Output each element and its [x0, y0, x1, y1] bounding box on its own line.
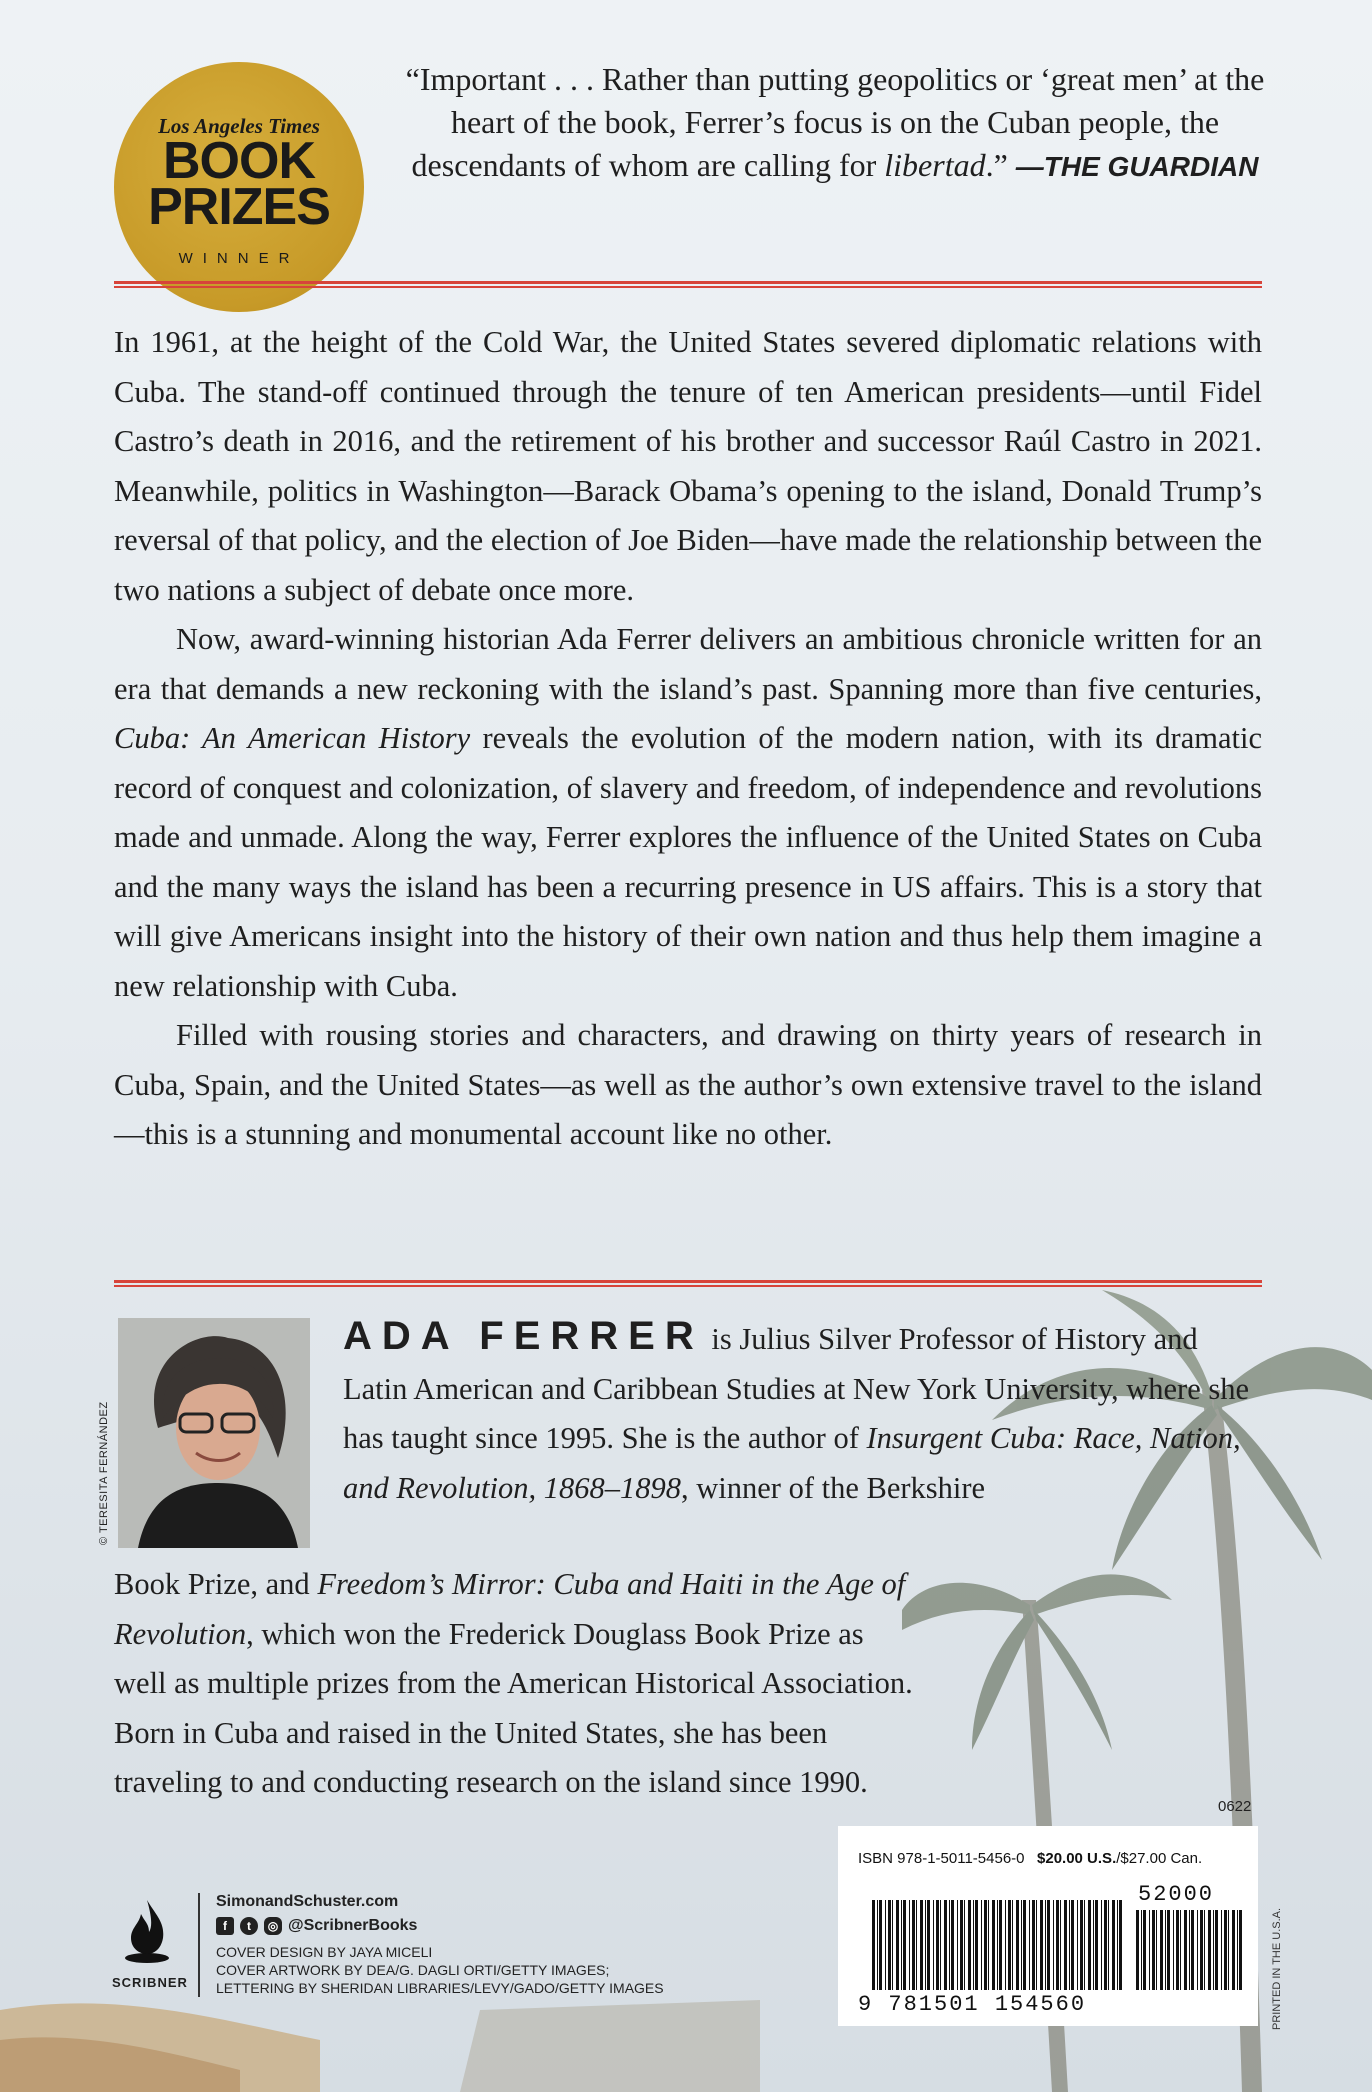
barcode-main	[872, 1900, 1122, 1990]
barcode-bar	[1173, 1910, 1174, 1990]
barcode-panel	[838, 1826, 1258, 2026]
barcode-bar	[957, 1900, 958, 1990]
barcode-bar	[1045, 1900, 1046, 1990]
barcode-bar	[1149, 1910, 1150, 1990]
barcode-bar	[960, 1900, 963, 1990]
barcode-bar	[949, 1900, 950, 1990]
barcode-bar	[997, 1900, 998, 1990]
price-us: $20.00 U.S.	[1037, 1850, 1117, 1867]
quote-emphasis: libertad	[884, 147, 986, 183]
quote-text: “Important . . . Rather than putting geopolitics or ‘great men’ at the heart of the book, Ferrer’s focus is on the Cuban people, the descendants of whom are calling for	[405, 61, 1265, 183]
barcode-bar	[1156, 1910, 1157, 1990]
barcode-bar	[1204, 1910, 1205, 1990]
barcode-bar	[885, 1900, 886, 1990]
barcode-bar	[1069, 1900, 1070, 1990]
barcode-addon	[1136, 1910, 1244, 1990]
barcode-digits: 9 781501 154560	[858, 1992, 1087, 2017]
barcode-bar	[916, 1900, 917, 1990]
barcode-bar	[877, 1900, 878, 1990]
barcode-bar	[1084, 1900, 1085, 1990]
barcode-bar	[1117, 1900, 1118, 1990]
barcode-bar	[1197, 1910, 1198, 1990]
divider-rule-bottom	[114, 1280, 1262, 1287]
barcode-bar	[973, 1900, 974, 1990]
barcode-bar	[920, 1900, 923, 1990]
barcode-bar	[964, 1900, 965, 1990]
publisher-website[interactable]: SimonandSchuster.com	[216, 1893, 399, 1910]
barcode-bar	[1143, 1910, 1146, 1990]
barcode-bar	[1040, 1900, 1043, 1990]
barcode-bar	[975, 1900, 978, 1990]
barcode-bar	[1032, 1900, 1035, 1990]
barcode-bar	[999, 1900, 1002, 1990]
barcode-bar	[927, 1900, 930, 1990]
quote-source: —THE GUARDIAN	[1015, 151, 1259, 182]
photo-credit: © TERESITA FERNÁNDEZ	[98, 1401, 110, 1545]
barcode-bar	[1012, 1900, 1013, 1990]
facebook-icon[interactable]: f	[216, 1917, 234, 1935]
bio-text-b: , winner of the Berkshire	[681, 1470, 986, 1505]
barcode-bar	[968, 1900, 971, 1990]
barcode-bar	[1191, 1910, 1194, 1990]
barcode-bar	[901, 1900, 902, 1990]
barcode-bar	[892, 1900, 893, 1990]
barcode-bar	[896, 1900, 899, 1990]
barcode-bar	[1080, 1900, 1083, 1990]
barcode-bar	[981, 1900, 982, 1990]
barcode-bar	[1165, 1910, 1166, 1990]
barcode-bar	[1056, 1900, 1059, 1990]
barcode-bar	[933, 1900, 934, 1990]
barcode-bar	[988, 1900, 989, 1990]
seal-title-line1: BOOK	[163, 132, 315, 190]
divider-rule-top	[114, 281, 1262, 288]
seal-publisher: Los Angeles Times	[158, 114, 320, 138]
bio-text-a: is Julius Silver Professor of History and Latin American and Caribbean Studies at New York University, where she has taught since 1995. She is the author of	[343, 1322, 1250, 1455]
barcode-bar	[912, 1900, 915, 1990]
twitter-icon[interactable]: t	[240, 1917, 258, 1935]
isbn-number: ISBN 978-1-5011-5456-0	[858, 1850, 1025, 1867]
bio-book-title-2: Freedom’s Mirror: Cuba and Haiti in the Age of Revolution	[114, 1567, 906, 1651]
author-photo	[118, 1318, 310, 1548]
barcode-bar	[1071, 1900, 1074, 1990]
author-bio-lower	[114, 1560, 914, 1808]
barcode-bar	[1021, 1900, 1022, 1990]
scribner-flame-icon	[119, 1898, 175, 1964]
barcode-bar	[1093, 1900, 1094, 1990]
barcode-bar	[1095, 1900, 1098, 1990]
barcode-bar	[1221, 1910, 1222, 1990]
book-description	[114, 318, 1262, 1160]
author-name: ADA FERRER	[343, 1314, 704, 1358]
barcode-bar	[1101, 1900, 1102, 1990]
description-paragraph-2	[114, 615, 1262, 1011]
p2-text-a: Now, award-winning historian Ada Ferrer delivers an ambitious chronicle written for an era that demands a new reckoning with the island’s past. Spanning more than five centuries,	[114, 622, 1262, 706]
barcode-bar	[1112, 1900, 1115, 1990]
author-portrait-icon	[118, 1318, 310, 1548]
bio-text-c: Book Prize, and	[114, 1567, 318, 1601]
barcode-bar	[1208, 1910, 1211, 1990]
publisher-info	[198, 1893, 696, 1997]
barcode-bar	[1176, 1910, 1179, 1990]
book-prize-seal	[114, 62, 364, 312]
print-code: 0622	[1218, 1798, 1252, 1815]
barcode-bar	[1016, 1900, 1019, 1990]
barcode-bar	[1136, 1910, 1139, 1990]
seal-title	[114, 132, 364, 236]
author-bio-upper	[343, 1312, 1263, 1513]
barcode-bar	[1200, 1910, 1203, 1990]
barcode-bar	[1184, 1910, 1187, 1990]
barcode-bar	[1237, 1910, 1238, 1990]
barcode-bar	[1160, 1910, 1163, 1990]
cover-design-credit: COVER DESIGN BY JAYA MICELI	[216, 1944, 433, 1960]
social-handle[interactable]: @ScribnerBooks	[288, 1917, 418, 1934]
isbn-price-line	[858, 1850, 1202, 1867]
barcode-bar	[1189, 1910, 1190, 1990]
barcode-bar	[1029, 1900, 1030, 1990]
bio-text-d: , which won the Frederick Douglass Book Prize as well as multiple prizes from the American Historical Association. Born in Cuba and raised in the United States, she has been traveling to and conducting research on the island since 1990.	[114, 1616, 913, 1799]
barcode-bar	[909, 1900, 910, 1990]
barcode-bar	[1180, 1910, 1181, 1990]
barcode-bar	[1228, 1910, 1229, 1990]
barcode-bar	[984, 1900, 987, 1990]
barcode-bar	[1064, 1900, 1067, 1990]
barcode-bar	[951, 1900, 954, 1990]
barcode-bar	[1119, 1900, 1122, 1990]
barcode-bar	[944, 1900, 947, 1990]
price-canada: /$27.00 Can.	[1116, 1850, 1203, 1867]
barcode-bar	[1108, 1900, 1109, 1990]
barcode-bar	[903, 1900, 906, 1990]
publisher-name: SCRIBNER	[112, 1975, 188, 1990]
p2-text-b: reveals the evolution of the modern nation, with its dramatic record of conquest and colonization, of slavery and freedom, of independence and revolutions made and unmade. Along the way, Ferrer explores the influence of the United States on Cuba and the many ways the island has been a recurring presence in US affairs. This is a story that will give Americans insight into the history of their own nation and thus help them imagine a new relationship with Cuba.	[114, 721, 1262, 1003]
barcode-bar	[1215, 1910, 1218, 1990]
barcode-bar	[925, 1900, 926, 1990]
barcode-bar	[1167, 1910, 1170, 1990]
barcode-bar	[879, 1900, 882, 1990]
barcode-bar	[1232, 1910, 1235, 1990]
barcode-bar	[1047, 1900, 1050, 1990]
bio-book-title-1: Insurgent Cuba: Race, Nation, and Revolution, 1868–1898	[343, 1421, 1241, 1505]
barcode-bar	[1224, 1910, 1227, 1990]
barcode-bar	[1060, 1900, 1061, 1990]
barcode-bar	[936, 1900, 939, 1990]
barcode-bar	[992, 1900, 995, 1990]
barcode-addon-digits: 52000	[1138, 1882, 1215, 1907]
barcode-bar	[1104, 1900, 1107, 1990]
publisher-logo	[112, 1898, 188, 1990]
lettering-credit: LETTERING BY SHERIDAN LIBRARIES/LEVY/GADO/GETTY IMAGES	[216, 1980, 664, 1996]
cover-artwork-credit: COVER ARTWORK BY DEA/G. DAGLI ORTI/GETTY IMAGES;	[216, 1962, 610, 1978]
barcode-bar	[1077, 1900, 1078, 1990]
seal-winner: WINNER	[178, 250, 300, 267]
book-title-italic: Cuba: An American History	[114, 721, 471, 755]
barcode-bar	[940, 1900, 941, 1990]
barcode-bar	[888, 1900, 891, 1990]
seal-title-line2: PRIZES	[148, 178, 330, 236]
barcode-bar	[1008, 1900, 1011, 1990]
description-paragraph-3: Filled with rousing stories and characters, and drawing on thirty years of research in Cuba, Spain, and the United States—as well as the author’s own extensive travel to the island—this is a stunning and monumental account like no other.	[114, 1018, 1262, 1151]
social-handles	[216, 1917, 696, 1935]
description-paragraph-1: In 1961, at the height of the Cold War, the United States severed diplomatic relations with Cuba. The stand-off continued through the tenure of ten American presidents—until Fidel Castro’s death in 2016, and the retirement of his brother and successor Raúl Castro in 2021. Meanwhile, politics in Washington—Barack Obama’s opening to the island, Donald Trump’s reversal of that policy, and the election of Joe Biden—have made the relationship between the two nations a subject of debate once more.	[114, 325, 1262, 607]
barcode-bar	[1141, 1910, 1142, 1990]
barcode-bar	[1005, 1900, 1006, 1990]
quote-text-end: .”	[985, 147, 1016, 183]
barcode-bar	[1053, 1900, 1054, 1990]
instagram-icon[interactable]: ◎	[264, 1917, 282, 1935]
barcode-bar	[1239, 1910, 1242, 1990]
barcode-bar	[1036, 1900, 1037, 1990]
printed-in-usa: PRINTED IN THE U.S.A.	[1271, 1907, 1283, 2030]
barcode-bar	[1213, 1910, 1214, 1990]
barcode-bar	[1023, 1900, 1026, 1990]
barcode-bar	[1152, 1910, 1155, 1990]
barcode-bar	[872, 1900, 875, 1990]
barcode-bar	[1088, 1900, 1091, 1990]
review-quote	[395, 58, 1275, 188]
